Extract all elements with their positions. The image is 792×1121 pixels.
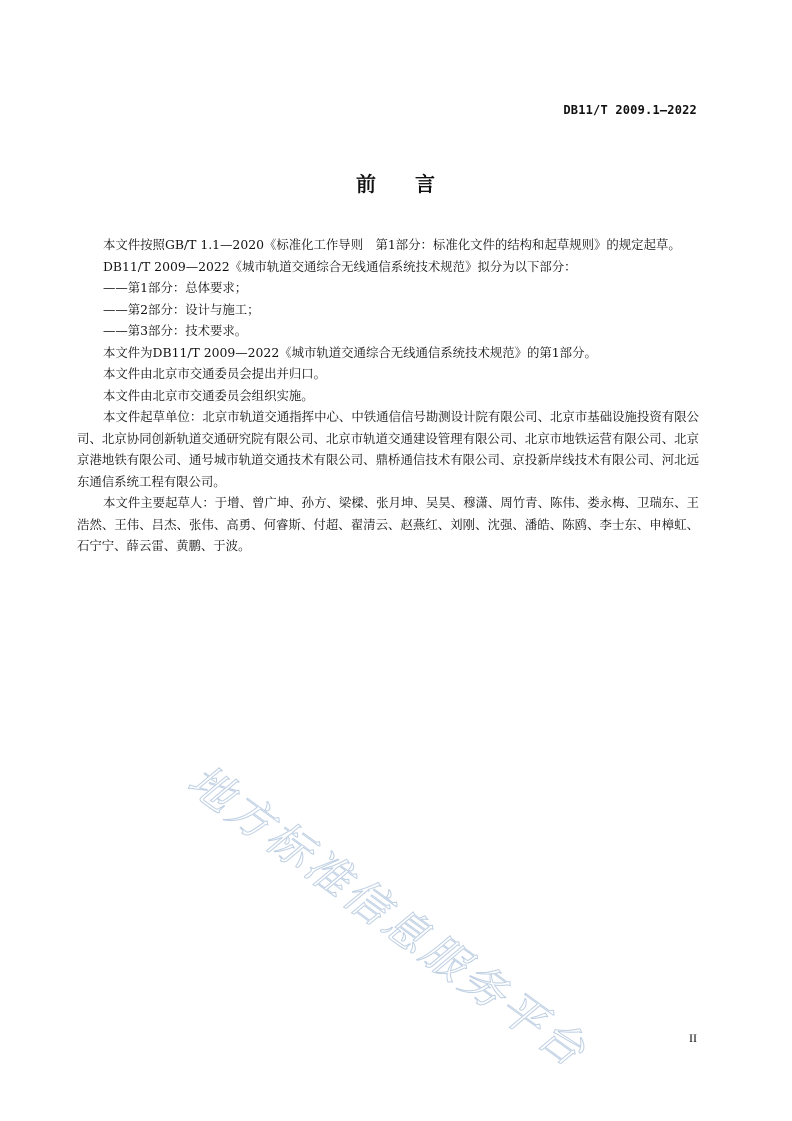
- list-item-part-1: ——第1部分：总体要求；: [103, 280, 248, 295]
- list-item-part-2: ——第2部分：设计与施工；: [103, 301, 260, 317]
- title-char-2: 言: [415, 172, 436, 196]
- paragraph-parts-intro: DB11/T 2009—2022《城市轨道交通综合无线通信系统技术规范》拟分为以下部分：: [103, 258, 577, 274]
- paragraph-drafters: 本文件主要起草人：于增、曾广坤、孙方、梁樑、张月坤、吴昊、穆潇、周竹青、陈伟、娄永梅、卫瑞东、王浩然、王伟、吕杰、张伟、高勇、何睿斯、付超、翟清云、赵燕红、刘刚、沈强、潘皓、陈鸥、李士东、申樟虹、石宁宁、薛云雷、黄鹏、于波。: [77, 495, 699, 553]
- paragraph-drafting-basis: 本文件按照GB/T 1.1—2020《标准化工作导则 第1部分：标准化文件的结构和起草规则》的规定起草。: [103, 237, 681, 252]
- paragraph-proposer: 本文件由北京市交通委员会提出并归口。: [103, 366, 327, 381]
- title-char-1: 前: [356, 172, 377, 196]
- paragraph-this-part: 本文件为DB11/T 2009—2022《城市轨道交通综合无线通信系统技术规范》的第1部分。: [103, 344, 597, 360]
- paragraph-drafting-units: 本文件起草单位：北京市轨道交通指挥中心、中铁通信信号勘测设计院有限公司、北京市基础设施投资有限公司、北京协同创新轨道交通研究院有限公司、北京市轨道交通建设管理有限公司、北京市地铁运营有限公司、北京京港地铁有限公司、通号城市轨道交通技术有限公司、鼎桥通信技术有限公司、京投新岸线技术有限公司、河北远东通信系统工程有限公司。: [77, 409, 699, 489]
- list-item-part-3: ——第3部分：技术要求。: [103, 323, 248, 338]
- document-code: DB11/T 2009.1—2022: [563, 103, 697, 117]
- foreword-body: [77, 234, 699, 557]
- paragraph-implementer: 本文件由北京市交通委员会组织实施。: [103, 387, 314, 403]
- watermark-logo: 地方标准信息服务平台: [178, 755, 597, 1079]
- page-number: II: [689, 1031, 697, 1045]
- page-title: [0, 168, 792, 197]
